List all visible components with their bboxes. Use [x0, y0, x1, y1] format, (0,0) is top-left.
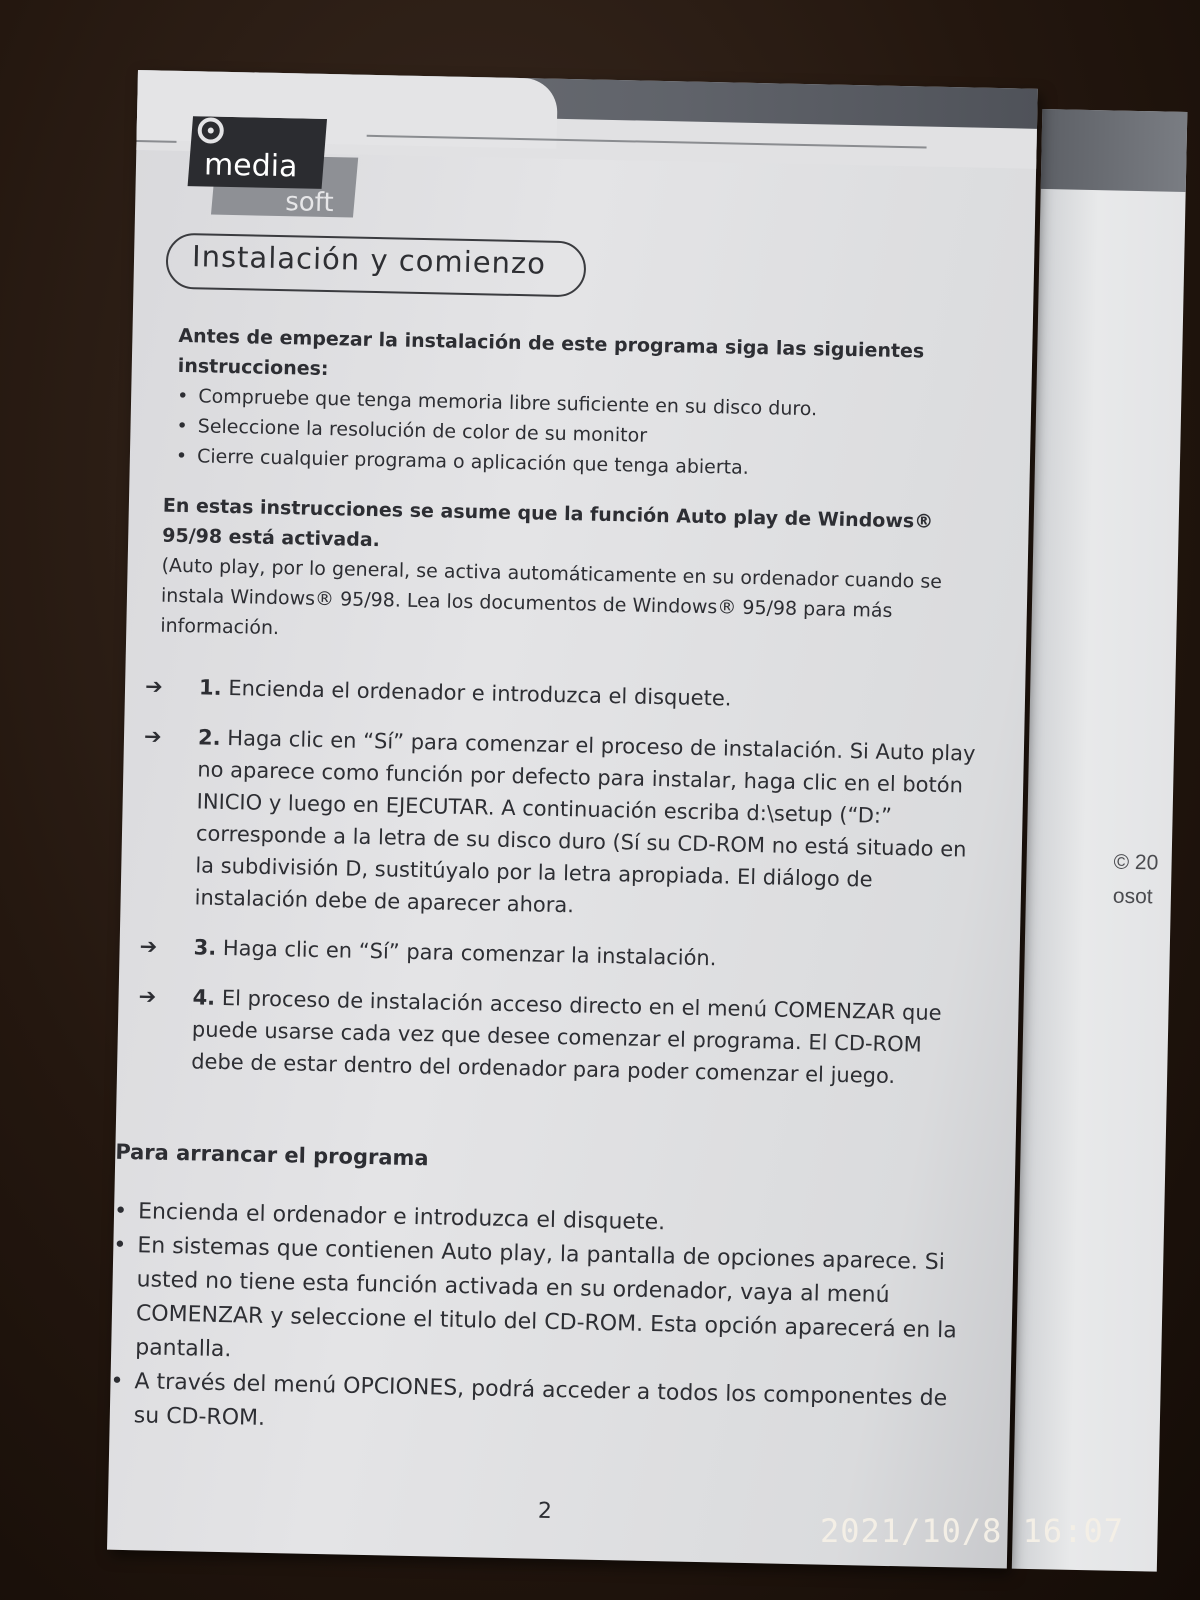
install-steps — [137, 670, 986, 1111]
next-page-text: © 20 osot — [1112, 850, 1159, 909]
section-heading: Para arrancar el programa — [115, 1139, 429, 1171]
step-item — [140, 720, 984, 930]
step-text: Haga clic en “Sí” para comenzar la instalación. — [222, 935, 717, 971]
bullet-item: • En sistemas que contienen Auto play, la pantalla de opciones aparece. Si usted no tiene esta función activada en su ordenador, vaya al menú COMENZAR y seleccione el titulo del CD-ROM. Esta opción aparecerá en la pantalla. — [111, 1229, 974, 1383]
requirement-item: • Compruebe que tenga memoria libre suficiente en su disco duro. — [177, 381, 937, 427]
next-page-band — [1041, 109, 1188, 192]
step-text: Haga clic en “Sí” para comenzar el proceso de instalación. Si Auto play no aparece como función por defecto para instalar, haga clic en el botón INICIO y luego en EJECUTAR. A continuación escriba d:\setup (“D:” corresponde a la letra de su disco duro (Sí su CD-ROM no está situado en la subdivisión D, sustitúyalo por la letra apropiada. El diálogo de instalación debe de aparecer ahora. — [194, 726, 976, 918]
page-number: 2 — [537, 1498, 553, 1524]
arrow-right-icon: ➔ — [139, 934, 158, 959]
mediasoft-logo — [185, 116, 362, 220]
booklet — [107, 70, 1188, 1592]
autoplay-note-heading: En estas instrucciones se asume que la función Auto play de Windows® 95/98 está activada. — [162, 494, 934, 552]
bullet-item: • Encienda el ordenador e introduzca el disquete. — [114, 1195, 975, 1247]
step-item — [137, 980, 979, 1094]
bullet-item: • A través del menú OPCIONES, podrá acceder a todos los componentes de su CD-ROM. — [109, 1365, 970, 1451]
manual-page — [107, 70, 1038, 1569]
step-number: 1. — [198, 675, 222, 700]
intro-text: Antes de empezar la instalación de este programa siga las siguientes instrucciones: — [177, 324, 925, 381]
page-title: Instalación y comienzo — [191, 239, 547, 281]
step-text: El proceso de instalación acceso directo en el menú COMENZAR que puede usarse cada vez que desee comenzar el programa. El CD-ROM debe de estar dentro del ordenador para poder comenzar el juego. — [190, 985, 942, 1089]
step-number: 2. — [197, 725, 221, 750]
arrow-right-icon: ➔ — [144, 674, 163, 699]
step-text: Encienda el ordenador e introduzca el disquete. — [228, 676, 732, 711]
requirements-list — [176, 381, 938, 487]
next-page — [1012, 109, 1188, 1572]
arrow-right-icon: ➔ — [143, 724, 162, 749]
photo-timestamp: 2021/10/8 16:07 — [820, 1512, 1124, 1550]
logo-word-soft: soft — [284, 187, 334, 219]
step-number: 3. — [193, 935, 217, 960]
logo-word-media: media — [203, 147, 298, 185]
autoplay-note-body: (Auto play, por lo general, se activa automáticamente en su ordenador cuando se instala Windows® 95/98. Lea los documentos de Windows® 95/98 para más información. — [160, 554, 943, 640]
requirement-item: • Seleccione la resolución de color de su monitor — [176, 411, 936, 457]
requirement-item: • Cierre cualquier programa o aplicación que tenga abierta. — [176, 441, 936, 487]
arrow-right-icon: ➔ — [138, 984, 157, 1009]
step-item — [139, 930, 979, 980]
step-item — [145, 670, 985, 720]
start-bullets — [109, 1195, 974, 1451]
step-number: 4. — [192, 985, 216, 1010]
